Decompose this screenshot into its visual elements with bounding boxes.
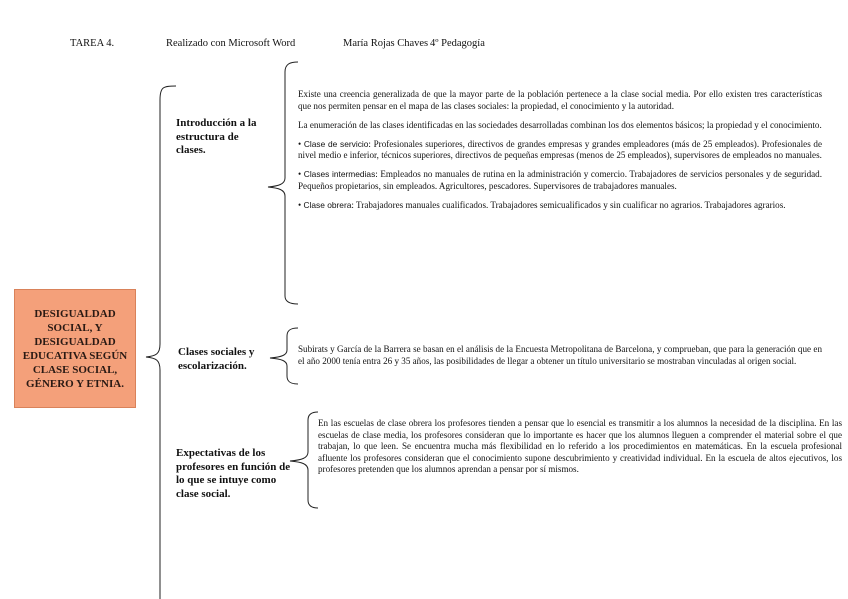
task-label: TAREA 4. — [70, 38, 115, 49]
section-title-expectations: Expectativas de los profesores en función de lo que se intuye como clase social. — [176, 447, 291, 500]
main-topic-text: DESIGUALDAD SOCIAL, Y DESIGUALDAD EDUCATIVA SEGÚN CLASE SOCIAL, GÉNERO Y ETNIA. — [22, 307, 128, 390]
class-service-item: • Clase de servicio: Profesionales superiores, directivos de grandes empresas y grandes empleadores (más de 25 empleados). Profesionales de nivel medio e inferior, técnicos superiores, directivos de pequeñas empresas (menos de 25 empleados), supervisores de empleados no manuales. — [298, 138, 822, 161]
expectations-paragraph: En las escuelas de clase obrera los profesores tienden a pensar que lo esencial es transmitir a los alumnos la necesidad de la disciplina. En las escuelas de clase media, los profesores consideran que lo importante es hacer que los alumnos lleguen a comprender el material sobre el que trabajan, lo que leen. Se encuentra mucha más flexibilidad en lo referido a los procedimientos en matemáticas. En la escuela profesional afluente los profesores consideran que el conocimiento supone descubrimiento y creatividad individual. En la escuela de altos ejecutivos, los profesores pretenden que los alumnos aprendan a pensar por sí mismos. — [318, 418, 842, 475]
class-intermediate-item: • Clases intermedias: Empleados no manuales de rutina en la administración y comercio. Trabajadores de servicios personales y de seguridad. Pequeños propietarios, sin empleados. Agricultores, pescadores. Supervisores de trabajadores manuales. — [298, 169, 822, 191]
class-intermediate-label: Clases intermedias — [303, 169, 376, 180]
class-worker-label: Clase obrera — [303, 199, 352, 210]
section-title-intro: Introducción a la estructura de clases. — [176, 117, 257, 156]
intro-paragraph-2: La enumeración de las clases identificadas en las sociedades desarrolladas combinan los dos elementos básicos; la propiedad y el conocimiento. — [298, 119, 822, 130]
section-body-expectations — [318, 418, 842, 483]
class-worker-item: • Clase obrera: Trabajadores manuales cualificados. Trabajadores semicualificados y sin cualificar no agrarios. Trabajadores agrarios. — [298, 199, 786, 210]
course-label: 4º Pedagogía — [430, 38, 485, 49]
class-intermediate-text: : Empleados no manuales de rutina en la administración y comercio. Trabajadores de servicios personales y de seguridad. Pequeños propietarios, sin empleados. Agricultores, pescadores. Supervisores de trabajadores manuales. — [298, 169, 822, 191]
author-name: María Rojas Chaves — [343, 38, 429, 49]
class-worker-text: : Trabajadores manuales cualificados. Trabajadores semicualificados y sin cualificar no agrarios. Trabajadores agrarios. — [351, 199, 786, 210]
class-service-label: Clase de servicio — [303, 138, 369, 149]
software-note: Realizado con Microsoft Word — [166, 38, 296, 49]
intro-paragraph-1: Existe una creencia generalizada de que la mayor parte de la población pertenece a la clase social media. Por ello existen tres características que nos permiten pensar en el mapa de las clases sociales: la propiedad, el conocimiento y la autoridad. — [298, 89, 822, 111]
schooling-paragraph: Subirats y García de la Barrera se basan en el análisis de la Encuesta Metropolitana de Barcelona, y comprueban, que para la generación que en el año 2000 tenía entra 26 y 35 años, las posibilidades de llegar a obtener un título universitario se mostraban vinculadas al origen social. — [298, 344, 822, 366]
class-service-text: : Profesionales superiores, directivos de grandes empresas y grandes empleadores (más de 25 empleados). Profesionales de nivel medio e inferior, técnicos superiores, directivos de pequeñas empresas (menos de 25 empleados), supervisores de empleados no manuales. — [298, 138, 822, 161]
section-title-schooling: Clases sociales y escolarización. — [178, 346, 255, 372]
